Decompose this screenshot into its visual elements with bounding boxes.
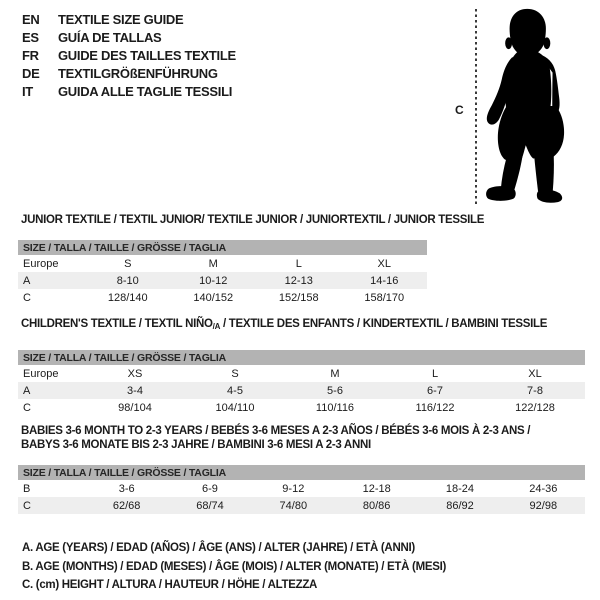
table-cell: L (431, 367, 439, 380)
size-header-bar: SIZE / TALLA / TAILLE / GRÖSSE / TAGLIA (18, 240, 427, 255)
table-cell: 24-36 (529, 482, 558, 495)
table-cell: XL (528, 367, 542, 380)
table-cell: B (23, 482, 31, 495)
table-cell: A (23, 384, 31, 397)
table-cell: 152/158 (278, 291, 319, 304)
table-cell: 158/170 (364, 291, 405, 304)
lang-row-it (22, 82, 236, 100)
table-cell: 140/152 (193, 291, 234, 304)
lang-row-en (22, 10, 236, 28)
table-title: CHILDREN'S TEXTILE / TEXTIL $NIÑO_{/A}$ / TEXTILE DES ENFANTS / KINDERTEXTIL / BAMBINI TESSILE (21, 318, 548, 331)
table-row (18, 255, 427, 272)
table-cell: Europe (23, 367, 59, 380)
table-title: JUNIOR TEXTILE / TEXTIL JUNIOR/ TEXTILE JUNIOR / JUNIORTEXTIL / JUNIOR TESSILE (21, 214, 485, 226)
table-cell: A (23, 274, 31, 287)
lang-title: GUIDA ALLE TAGLIE TESSILI (58, 83, 233, 99)
table-cell: 14-16 (370, 274, 399, 287)
lang-row-fr (22, 46, 236, 64)
table-cell: 9-12 (282, 482, 305, 495)
lang-row-de (22, 64, 236, 82)
table-cell: 62/68 (112, 499, 141, 512)
table-cell: 3-4 (127, 384, 143, 397)
size-header-bar: SIZE / TALLA / TAILLE / GRÖSSE / TAGLIA (18, 465, 585, 480)
table-row (18, 289, 427, 306)
lang-code: EN (22, 11, 40, 27)
table-cell: 8-10 (116, 274, 139, 287)
size-header-bar: SIZE / TALLA / TAILLE / GRÖSSE / TAGLIA (18, 350, 585, 365)
table-cell: 98/104 (118, 401, 152, 414)
table-cell: 80/86 (362, 499, 391, 512)
table-cell: L (295, 257, 302, 270)
table-cell: 7-8 (527, 384, 543, 397)
table-cell: XL (377, 257, 391, 270)
table-cell: 5-6 (327, 384, 343, 397)
table-row (18, 272, 427, 289)
footnote-c: C. (cm) HEIGHT / ALTURA / HAUTEUR / HÖHE / ALTEZZA (22, 579, 318, 591)
childrens-textile-table (18, 317, 585, 416)
table-cell: 6-7 (427, 384, 443, 397)
lang-code: FR (22, 47, 39, 63)
table-cell: 6-9 (202, 482, 218, 495)
table-row (18, 365, 585, 382)
height-measure-line (475, 9, 477, 207)
table-cell: 74/80 (279, 499, 308, 512)
lang-code: DE (22, 65, 40, 81)
height-label-c: C (455, 103, 464, 117)
lang-code: IT (22, 83, 33, 99)
lang-title: TEXTILGRÖßENFÜHRUNG (58, 65, 218, 81)
table-cell: 116/122 (415, 401, 455, 414)
table-cell: 122/128 (515, 401, 555, 414)
table-row (18, 382, 585, 399)
language-header (22, 10, 236, 100)
footnote-b: B. AGE (MONTHS) / EDAD (MESES) / ÂGE (MOIS) / ALTER (MONATE) / ETÀ (MESI) (22, 560, 447, 573)
lang-title: TEXTILE SIZE GUIDE (58, 11, 184, 27)
table-cell: 12-18 (362, 482, 391, 495)
table-cell: 110/116 (315, 401, 355, 414)
table-cell: 12-13 (284, 274, 313, 287)
table-cell: 10-12 (199, 274, 228, 287)
table-cell: Europe (23, 257, 59, 270)
lang-title: GUIDE DES TAILLES TEXTILE (58, 47, 236, 63)
footnote-a: A. AGE (YEARS) / EDAD (AÑOS) / ÂGE (ANS) / ALTER (JAHRE) / ETÀ (ANNI) (22, 542, 415, 554)
baby-silhouette-icon (481, 2, 599, 208)
table-row (18, 399, 585, 416)
lang-code: ES (22, 29, 39, 45)
footnotes (22, 539, 446, 595)
table-cell: 4-5 (227, 384, 243, 397)
table-row (18, 497, 585, 514)
babies-textile-table (18, 424, 585, 514)
table-cell: 3-6 (118, 482, 135, 495)
junior-textile-table (18, 213, 485, 306)
table-title: BABIES 3-6 MONTH TO 2-3 YEARS / BEBÉS 3-6 MESES A 2-3 AÑOS / BÉBÉS 3-6 MOIS À 2-3 ANS / (21, 425, 531, 437)
table-cell: S (124, 257, 132, 270)
table-cell: 92/98 (529, 499, 558, 512)
table-cell: 86/92 (446, 499, 474, 512)
table-title: BABYS 3-6 MONATE BIS 2-3 JAHRE / BAMBINI 3-6 MESI A 2-3 ANNI (21, 439, 371, 451)
table-cell: C (23, 291, 31, 304)
table-cell: M (208, 257, 218, 270)
table-cell: S (231, 367, 239, 380)
lang-title: GUÍA DE TALLAS (58, 29, 162, 45)
table-row (18, 480, 585, 497)
table-cell: 68/74 (196, 499, 224, 512)
table-cell: 104/110 (215, 401, 255, 414)
table-cell: 18-24 (445, 482, 475, 495)
table-cell: 128/140 (107, 291, 148, 304)
table-cell: XS (127, 367, 143, 380)
table-cell: C (23, 499, 31, 512)
table-cell: M (330, 367, 340, 380)
lang-row-es (22, 28, 236, 46)
table-cell: C (23, 401, 31, 414)
